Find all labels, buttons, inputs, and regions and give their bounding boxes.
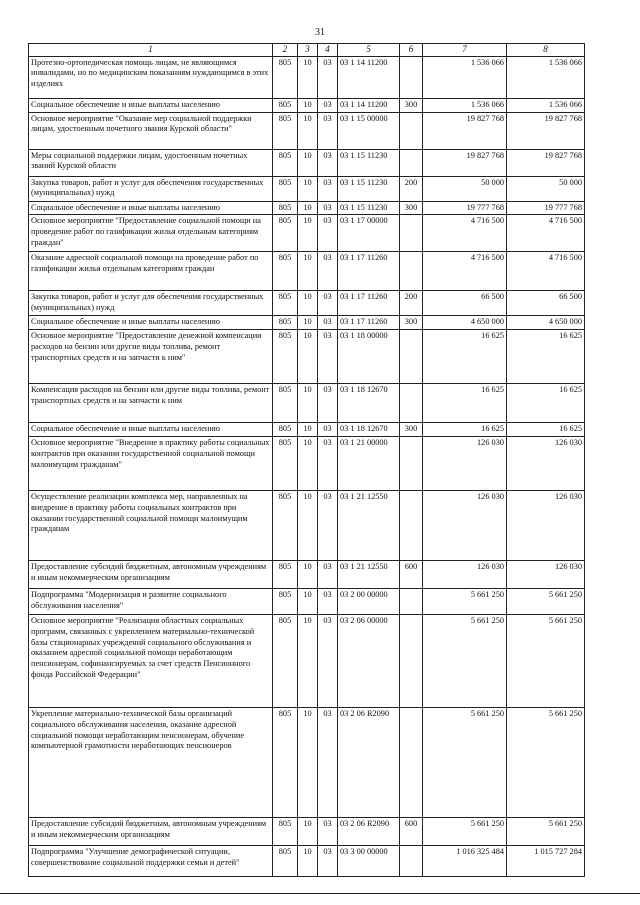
row-target-article: 03 1 15 11230 — [338, 201, 400, 215]
row-name: Предоставление субсидий бюджетным, автономным учреждениям и иным некоммерческим организациям — [29, 561, 273, 589]
row-expense-type — [400, 384, 423, 423]
table-row — [29, 437, 585, 491]
column-header: 1 — [29, 44, 273, 57]
table-row — [29, 291, 585, 316]
row-subsection: 03 — [318, 149, 338, 176]
row-expense-type — [400, 149, 423, 176]
table-row — [29, 818, 585, 846]
row-expense-type — [400, 112, 423, 149]
row-admin-code: 805 — [273, 112, 298, 149]
row-amount-plan: 19 827 768 — [423, 112, 507, 149]
row-amount-plan: 16 625 — [423, 330, 507, 384]
column-header: 5 — [338, 44, 400, 57]
page-bottom-rule — [0, 893, 640, 894]
row-section: 10 — [298, 423, 318, 437]
row-expense-type: 300 — [400, 423, 423, 437]
row-section: 10 — [298, 252, 318, 291]
row-amount-approved: 4 716 500 — [507, 252, 585, 291]
row-amount-plan: 126 030 — [423, 491, 507, 561]
row-amount-approved: 16 625 — [507, 330, 585, 384]
row-admin-code: 805 — [273, 291, 298, 316]
column-header: 2 — [273, 44, 298, 57]
row-subsection: 03 — [318, 176, 338, 201]
row-amount-approved: 5 661 250 — [507, 818, 585, 846]
row-admin-code: 805 — [273, 561, 298, 589]
row-amount-plan: 1 536 066 — [423, 98, 507, 112]
row-amount-plan: 5 661 250 — [423, 818, 507, 846]
row-target-article: 03 1 14 11200 — [338, 56, 400, 98]
row-amount-approved: 1 536 066 — [507, 98, 585, 112]
table-row — [29, 112, 585, 149]
row-admin-code: 805 — [273, 423, 298, 437]
row-amount-plan: 16 625 — [423, 384, 507, 423]
table-row — [29, 215, 585, 252]
row-amount-plan: 50 000 — [423, 176, 507, 201]
row-expense-type: 200 — [400, 291, 423, 316]
row-target-article: 03 1 18 00000 — [338, 330, 400, 384]
row-expense-type — [400, 437, 423, 491]
row-admin-code: 805 — [273, 384, 298, 423]
row-expense-type — [400, 846, 423, 877]
table-row — [29, 98, 585, 112]
page-number: 31 — [315, 27, 325, 38]
row-target-article: 03 2 06 R2090 — [338, 708, 400, 818]
table-row — [29, 384, 585, 423]
row-subsection: 03 — [318, 589, 338, 615]
column-header: 6 — [400, 44, 423, 57]
row-admin-code: 805 — [273, 846, 298, 877]
row-name: Осуществление реализации комплекса мер, направленных на внедрение в практику работы социальных контрактов при оказании государственной социальной помощи малоимущим гражданам — [29, 491, 273, 561]
row-section: 10 — [298, 98, 318, 112]
row-section: 10 — [298, 384, 318, 423]
row-expense-type — [400, 215, 423, 252]
row-admin-code: 805 — [273, 615, 298, 708]
row-amount-approved: 126 030 — [507, 561, 585, 589]
row-section: 10 — [298, 818, 318, 846]
row-amount-approved: 126 030 — [507, 491, 585, 561]
row-section: 10 — [298, 491, 318, 561]
row-subsection: 03 — [318, 561, 338, 589]
table-row — [29, 316, 585, 330]
row-section: 10 — [298, 201, 318, 215]
row-amount-plan: 1 016 325 484 — [423, 846, 507, 877]
row-admin-code: 805 — [273, 818, 298, 846]
row-target-article: 03 2 06 R2090 — [338, 818, 400, 846]
row-amount-plan: 19 827 768 — [423, 149, 507, 176]
row-name: Укрепление материально-технической базы организаций социального обслуживания населения, оказание адресной социальной помощи неработающим пенсионерам, обучение компьютерной грамотности неработающих пенсионеров — [29, 708, 273, 818]
row-admin-code: 805 — [273, 491, 298, 561]
row-subsection: 03 — [318, 316, 338, 330]
row-amount-plan: 4 716 500 — [423, 252, 507, 291]
row-target-article: 03 1 17 00000 — [338, 215, 400, 252]
row-target-article: 03 1 21 12550 — [338, 561, 400, 589]
table-row — [29, 176, 585, 201]
row-amount-approved: 19 777 768 — [507, 201, 585, 215]
row-amount-approved: 126 030 — [507, 437, 585, 491]
row-subsection: 03 — [318, 215, 338, 252]
row-admin-code: 805 — [273, 330, 298, 384]
table-row — [29, 149, 585, 176]
row-name: Закупка товаров, работ и услуг для обеспечения государственных (муниципальных) нужд — [29, 291, 273, 316]
table-row — [29, 846, 585, 877]
row-section: 10 — [298, 291, 318, 316]
row-name: Социальное обеспечение и иные выплаты населению — [29, 423, 273, 437]
row-amount-approved: 19 827 768 — [507, 149, 585, 176]
row-name: Компенсация расходов на бензин или другие виды топлива, ремонт транспортных средств и на запчасти к ним — [29, 384, 273, 423]
row-subsection: 03 — [318, 818, 338, 846]
row-amount-plan: 19 777 768 — [423, 201, 507, 215]
row-name: Основное мероприятие "Реализация областных социальных программ, связанных с укреплением материально-технической базы стационарных учреждений социального обслуживания и оказанием адресной социальной помощи неработающим пенсионерам, софинансируемых за счет средств Пенсионного фонда Российской Федерации" — [29, 615, 273, 708]
table-row — [29, 330, 585, 384]
row-subsection: 03 — [318, 291, 338, 316]
column-header: 3 — [298, 44, 318, 57]
row-target-article: 03 2 06 00000 — [338, 615, 400, 708]
row-subsection: 03 — [318, 56, 338, 98]
row-subsection: 03 — [318, 384, 338, 423]
row-amount-approved: 66 500 — [507, 291, 585, 316]
row-expense-type — [400, 589, 423, 615]
row-admin-code: 805 — [273, 149, 298, 176]
row-subsection: 03 — [318, 708, 338, 818]
table-row — [29, 423, 585, 437]
row-section: 10 — [298, 615, 318, 708]
row-subsection: 03 — [318, 112, 338, 149]
row-name: Основное мероприятие "Внедрение в практику работы социальных контрактов при оказании государственной социальной помощи малоимущим гражданам" — [29, 437, 273, 491]
row-target-article: 03 1 17 11260 — [338, 316, 400, 330]
row-name: Социальное обеспечение и иные выплаты населению — [29, 201, 273, 215]
row-section: 10 — [298, 846, 318, 877]
table-row — [29, 252, 585, 291]
row-admin-code: 805 — [273, 98, 298, 112]
row-admin-code: 805 — [273, 176, 298, 201]
row-admin-code: 805 — [273, 252, 298, 291]
row-admin-code: 805 — [273, 56, 298, 98]
row-name: Социальное обеспечение и иные выплаты населению — [29, 98, 273, 112]
table-row — [29, 491, 585, 561]
row-name: Основное мероприятие "Предоставление социальной помощи на проведение работ по газификации жилья отдельным категориям граждан" — [29, 215, 273, 252]
column-header: 7 — [423, 44, 507, 57]
row-expense-type: 300 — [400, 316, 423, 330]
row-section: 10 — [298, 215, 318, 252]
row-amount-plan: 66 500 — [423, 291, 507, 316]
row-amount-approved: 5 661 250 — [507, 708, 585, 818]
row-subsection: 03 — [318, 437, 338, 491]
row-expense-type — [400, 491, 423, 561]
column-header: 4 — [318, 44, 338, 57]
row-name: Меры социальной поддержки лицам, удостоенным почетных званий Курской области — [29, 149, 273, 176]
row-expense-type — [400, 330, 423, 384]
row-amount-approved: 19 827 768 — [507, 112, 585, 149]
row-amount-plan: 126 030 — [423, 437, 507, 491]
row-amount-plan: 1 536 066 — [423, 56, 507, 98]
row-amount-approved: 50 000 — [507, 176, 585, 201]
row-amount-plan: 5 661 250 — [423, 589, 507, 615]
row-section: 10 — [298, 149, 318, 176]
row-amount-approved: 1 015 727 284 — [507, 846, 585, 877]
row-section: 10 — [298, 112, 318, 149]
row-admin-code: 805 — [273, 437, 298, 491]
row-target-article: 03 1 17 11260 — [338, 291, 400, 316]
row-amount-plan: 4 650 000 — [423, 316, 507, 330]
row-target-article: 03 1 21 12550 — [338, 491, 400, 561]
row-admin-code: 805 — [273, 201, 298, 215]
row-amount-approved: 16 625 — [507, 384, 585, 423]
row-amount-approved: 4 716 500 — [507, 215, 585, 252]
row-name: Предоставление субсидий бюджетным, автономным учреждениям и иным некоммерческим организациям — [29, 818, 273, 846]
row-target-article: 03 1 18 12670 — [338, 384, 400, 423]
row-section: 10 — [298, 561, 318, 589]
row-amount-approved: 1 536 066 — [507, 56, 585, 98]
row-subsection: 03 — [318, 252, 338, 291]
table-row — [29, 708, 585, 818]
budget-table — [28, 43, 585, 877]
row-section: 10 — [298, 708, 318, 818]
table-row — [29, 56, 585, 98]
row-amount-approved: 5 661 250 — [507, 615, 585, 708]
row-expense-type: 600 — [400, 561, 423, 589]
column-header-row — [29, 44, 585, 57]
row-section: 10 — [298, 589, 318, 615]
row-amount-approved: 4 650 000 — [507, 316, 585, 330]
row-name: Подпрограмма "Модернизация и развитие социального обслуживания населения" — [29, 589, 273, 615]
row-section: 10 — [298, 316, 318, 330]
row-target-article: 03 1 15 11230 — [338, 176, 400, 201]
row-target-article: 03 1 14 11200 — [338, 98, 400, 112]
row-expense-type — [400, 615, 423, 708]
row-amount-plan: 5 661 250 — [423, 615, 507, 708]
row-name: Протезно-ортопедическая помощь лицам, не являющимся инвалидами, но по медицинским показаниям нуждающимся в этих изделиях — [29, 56, 273, 98]
row-target-article: 03 1 17 11260 — [338, 252, 400, 291]
row-subsection: 03 — [318, 846, 338, 877]
row-target-article: 03 1 15 00000 — [338, 112, 400, 149]
row-subsection: 03 — [318, 615, 338, 708]
row-name: Основное мероприятие "Оказание мер социальной поддержки лицам, удостоенным почетного звания Курской области" — [29, 112, 273, 149]
row-subsection: 03 — [318, 201, 338, 215]
row-name: Оказание адресной социальной помощи на проведение работ по газификации жилья отдельным категориям граждан — [29, 252, 273, 291]
row-amount-plan: 126 030 — [423, 561, 507, 589]
row-target-article: 03 1 15 11230 — [338, 149, 400, 176]
row-target-article: 03 2 00 00000 — [338, 589, 400, 615]
row-name: Закупка товаров, работ и услуг для обеспечения государственных (муниципальных) нужд — [29, 176, 273, 201]
row-admin-code: 805 — [273, 316, 298, 330]
row-amount-approved: 5 661 250 — [507, 589, 585, 615]
row-name: Подпрограмма "Улучшение демографической ситуации, совершенствование социальной поддержки семьи и детей" — [29, 846, 273, 877]
row-expense-type: 600 — [400, 818, 423, 846]
row-name: Социальное обеспечение и иные выплаты населению — [29, 316, 273, 330]
row-amount-plan: 4 716 500 — [423, 215, 507, 252]
row-expense-type: 300 — [400, 201, 423, 215]
row-target-article: 03 3 00 00000 — [338, 846, 400, 877]
row-name: Основное мероприятие "Предоставление денежной компенсации расходов на бензин или другие виды топлива, ремонт транспортных средств и на запчасти к ним" — [29, 330, 273, 384]
row-section: 10 — [298, 437, 318, 491]
row-amount-plan: 16 625 — [423, 423, 507, 437]
row-admin-code: 805 — [273, 215, 298, 252]
row-expense-type — [400, 56, 423, 98]
table-row — [29, 561, 585, 589]
table-row — [29, 201, 585, 215]
row-expense-type — [400, 252, 423, 291]
row-section: 10 — [298, 176, 318, 201]
row-admin-code: 805 — [273, 708, 298, 818]
row-target-article: 03 1 21 00000 — [338, 437, 400, 491]
row-amount-approved: 16 625 — [507, 423, 585, 437]
column-header: 8 — [507, 44, 585, 57]
row-subsection: 03 — [318, 330, 338, 384]
row-admin-code: 805 — [273, 589, 298, 615]
row-expense-type: 200 — [400, 176, 423, 201]
table-row — [29, 615, 585, 708]
row-expense-type — [400, 708, 423, 818]
row-subsection: 03 — [318, 98, 338, 112]
table-row — [29, 589, 585, 615]
row-section: 10 — [298, 330, 318, 384]
row-subsection: 03 — [318, 491, 338, 561]
row-section: 10 — [298, 56, 318, 98]
row-amount-plan: 5 661 250 — [423, 708, 507, 818]
row-expense-type: 300 — [400, 98, 423, 112]
row-subsection: 03 — [318, 423, 338, 437]
row-target-article: 03 1 18 12670 — [338, 423, 400, 437]
